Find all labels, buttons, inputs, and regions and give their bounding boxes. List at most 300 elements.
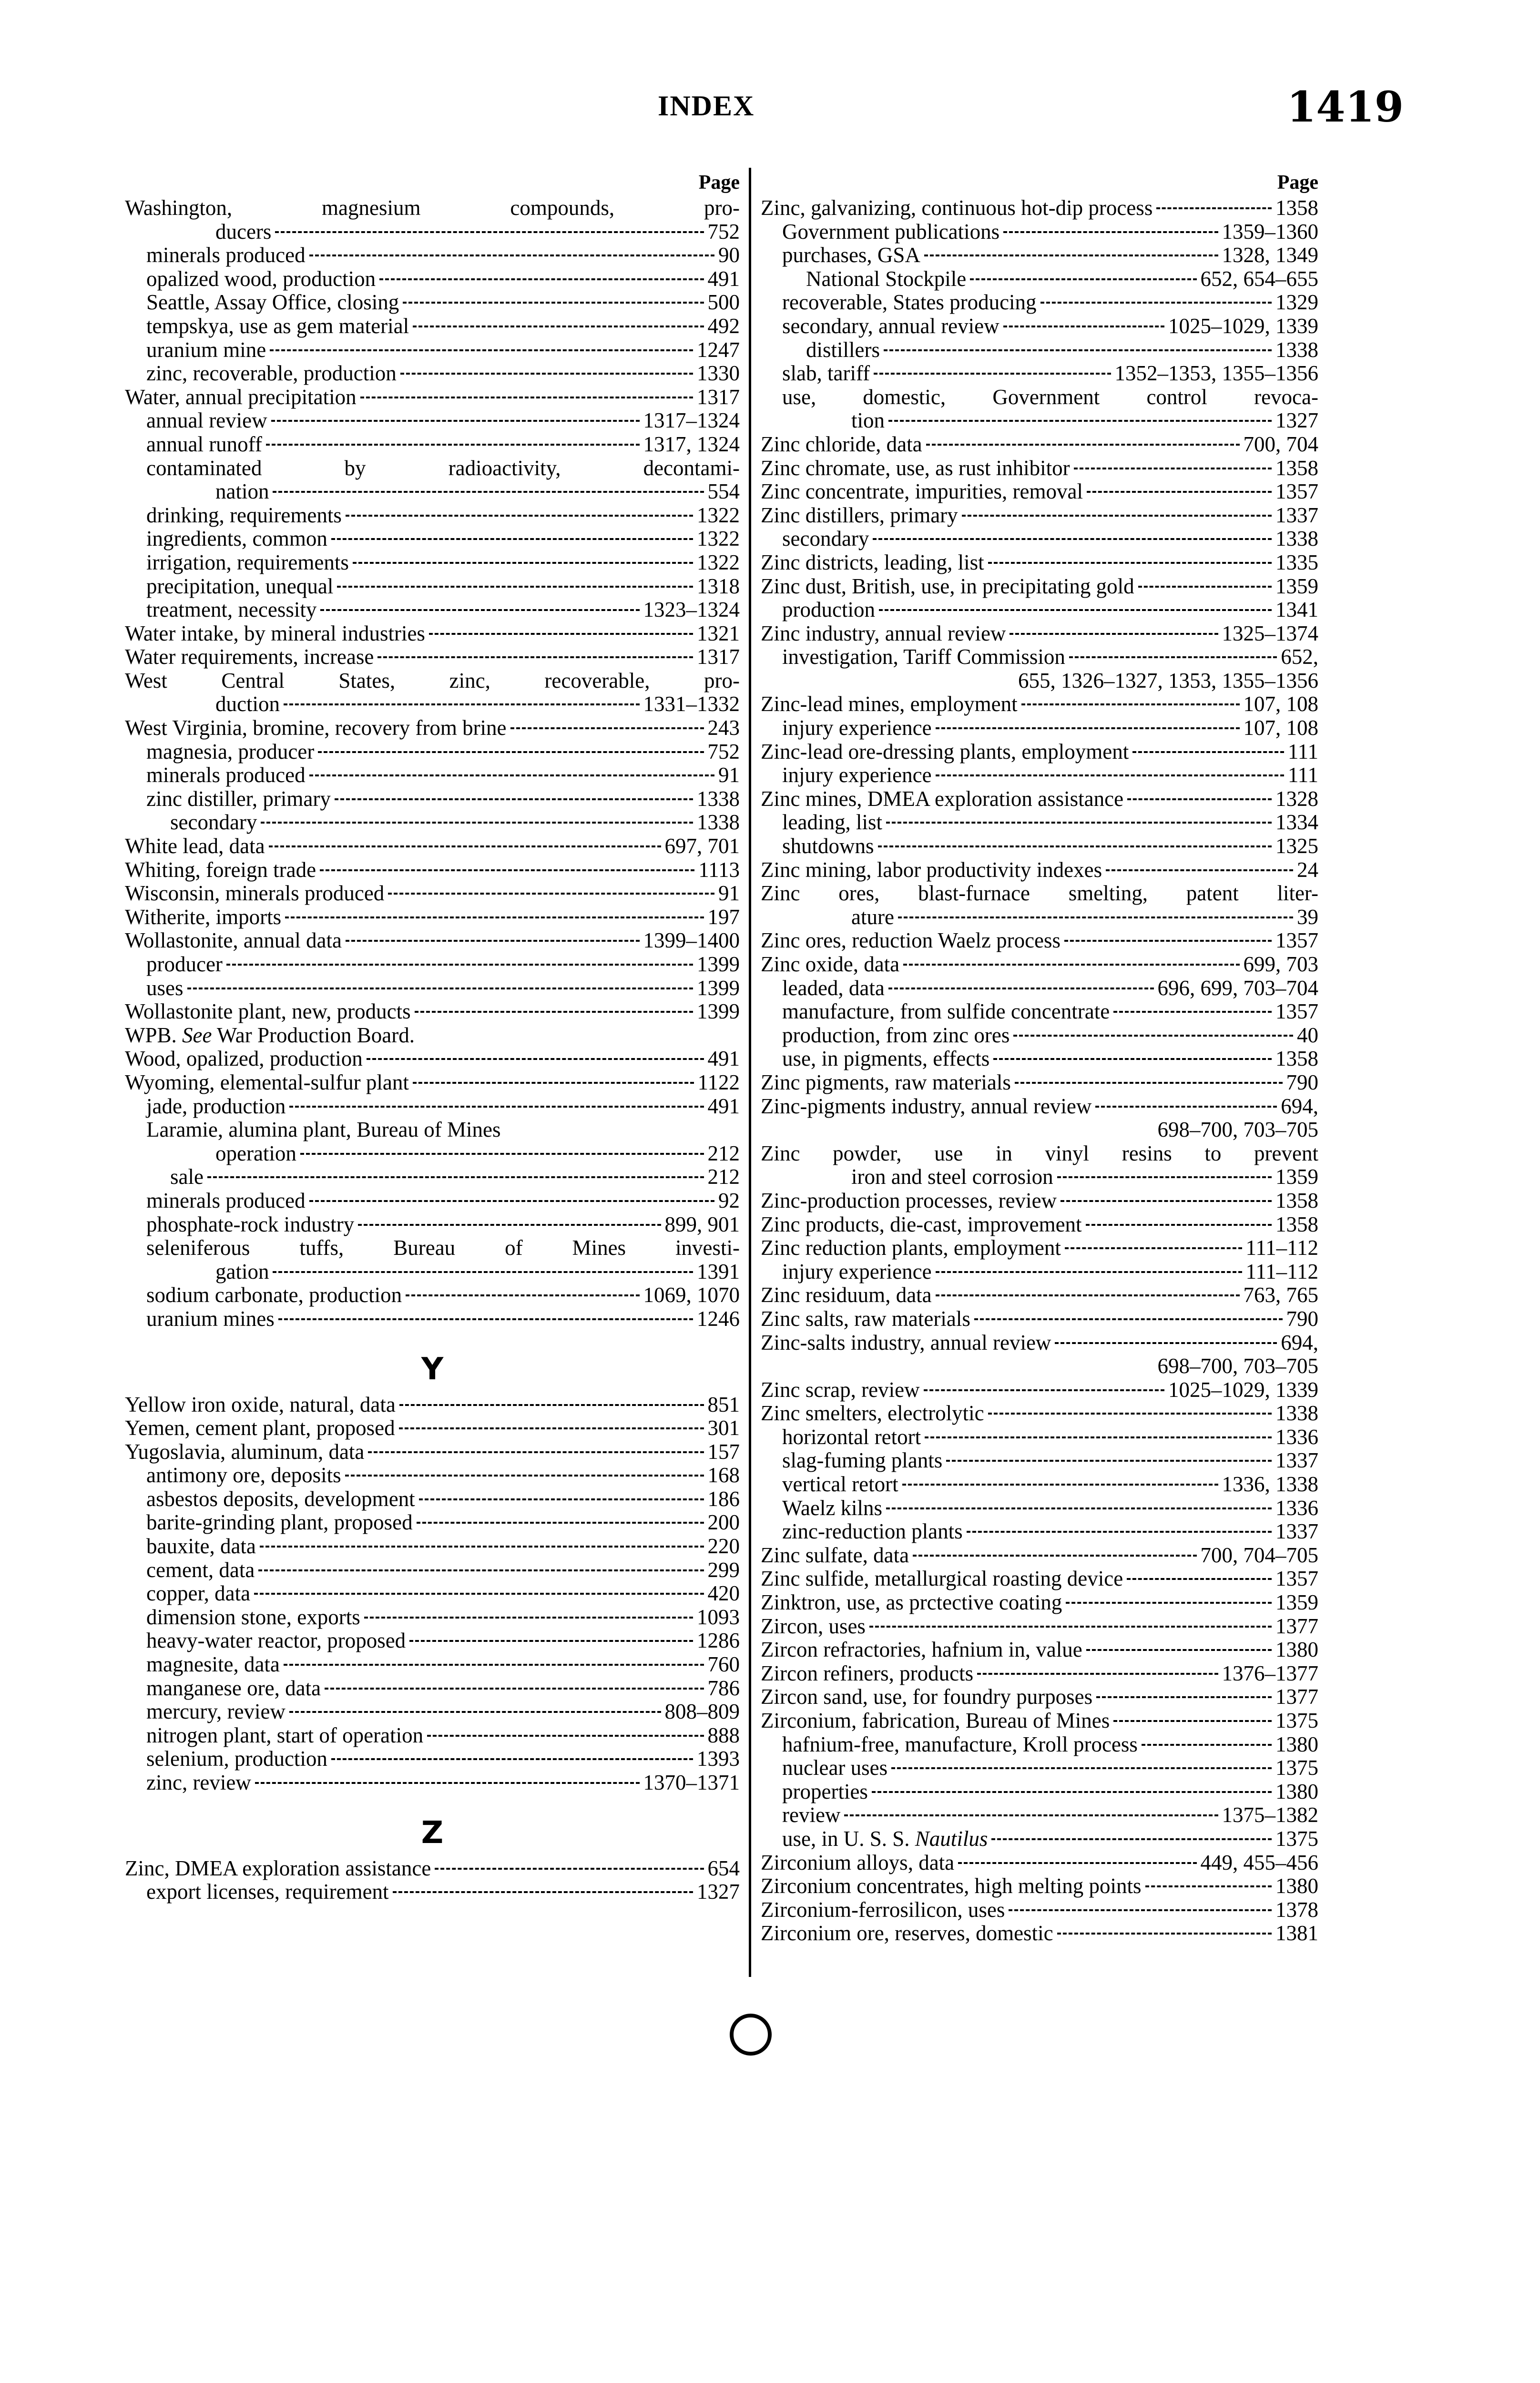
index-entry [125, 906, 740, 929]
entry-text: injury experience [782, 1260, 932, 1283]
index-entry [125, 1700, 740, 1724]
dot-leader [1069, 656, 1277, 658]
entry-text: Yemen, cement plant, proposed [125, 1416, 395, 1440]
entry-text: nitrogen plant, start of operation [146, 1723, 424, 1747]
index-entry [761, 622, 1318, 646]
index-entry [125, 1307, 740, 1331]
dot-leader [988, 1413, 1272, 1415]
dot-leader [1113, 1720, 1272, 1722]
dot-leader [936, 727, 1240, 729]
section-letter: Z [421, 1815, 444, 1851]
dot-leader [1057, 1933, 1272, 1935]
dot-leader [1156, 207, 1272, 209]
index-entry [125, 1283, 740, 1307]
index-entry [761, 220, 1318, 244]
entry-text: asbestos deposits, development [146, 1487, 415, 1511]
dot-leader [325, 1688, 704, 1690]
entry-page-ref: 790 [1286, 1307, 1318, 1331]
entry-page-ref: 492 [707, 314, 740, 338]
index-entry [761, 575, 1318, 599]
entry-text: sale [170, 1165, 204, 1189]
entry-page-ref: 808–809 [664, 1700, 740, 1724]
entry-text: contaminated by radioactivity, decontami- [146, 456, 740, 480]
dot-leader [278, 1318, 693, 1320]
dot-leader [1061, 1200, 1272, 1202]
entry-text: Zinc sulfide, metallurgical roasting device [761, 1567, 1123, 1591]
entry-text: Whiting, foreign trade [125, 858, 316, 882]
entry-page-ref: 698–700, 703–705 [1157, 1118, 1318, 1142]
entry-page-ref: 186 [707, 1487, 740, 1511]
dot-leader [936, 1294, 1240, 1296]
entry-page-ref: 24 [1297, 858, 1318, 882]
dot-leader [266, 444, 640, 446]
index-entries-left [125, 196, 740, 1904]
index-entry [761, 906, 1318, 929]
dot-leader [413, 1082, 694, 1084]
entry-text: uranium mines [146, 1307, 275, 1331]
index-entry [125, 575, 740, 599]
entry-text: Zinc-lead ore-dressing plants, employment [761, 740, 1129, 764]
entry-text: tion [851, 409, 885, 433]
index-entry [125, 504, 740, 528]
entry-text: Zinc sulfate, data [761, 1543, 909, 1567]
index-entry [125, 338, 740, 362]
page-column-label: Page [698, 172, 740, 193]
entry-text: West Virginia, bromine, recovery from brine [125, 716, 507, 740]
entry-text: Zircon sand, use, for foundry purposes [761, 1685, 1093, 1709]
entry-page-ref: 1399 [697, 976, 740, 1000]
index-entry [125, 1653, 740, 1677]
index-entry [125, 433, 740, 457]
dot-leader [1003, 231, 1218, 233]
index-entry [125, 1677, 740, 1701]
entry-page-ref: 92 [718, 1189, 740, 1212]
index-entry [125, 409, 740, 433]
entry-text: Government publications [782, 220, 1000, 244]
dot-leader [393, 1891, 693, 1893]
index-entry [761, 504, 1318, 528]
index-entry [761, 716, 1318, 740]
entry-text: Zinc pigments, raw materials [761, 1070, 1011, 1094]
entry-text: production, from zinc ores [782, 1023, 1010, 1047]
dot-leader [1086, 1224, 1272, 1226]
entry-text: injury experience [782, 716, 932, 740]
entry-text: Wyoming, elemental-sulfur plant [125, 1070, 409, 1094]
entry-page-ref: 786 [707, 1676, 740, 1700]
entry-page-ref: 699, 703 [1243, 953, 1318, 976]
entry-page-ref: 1338 [1275, 1402, 1318, 1426]
entry-text: purchases, GSA [782, 244, 920, 267]
index-entry [125, 977, 740, 1000]
index-entry [125, 1606, 740, 1629]
entry-text: Wisconsin, minerals produced [125, 882, 385, 906]
entry-page-ref: 700, 704 [1243, 432, 1318, 456]
entry-page-ref: 1336 [1275, 1425, 1318, 1449]
entry-page-ref: 212 [707, 1165, 740, 1189]
dot-leader [1066, 1602, 1272, 1604]
dot-leader [207, 1176, 704, 1178]
entry-page-ref: 1323–1324 [643, 598, 740, 622]
entry-text: iron and steel corrosion [851, 1165, 1053, 1189]
index-entry [761, 598, 1318, 622]
entry-page-ref: 1322 [697, 503, 740, 527]
dot-leader [1132, 751, 1284, 753]
index-entry [125, 740, 740, 764]
entry-text: Zinc mining, labor productivity indexes [761, 858, 1102, 882]
entry-text: manganese ore, data [146, 1676, 321, 1700]
entry-page-ref: 1370–1371 [643, 1771, 740, 1794]
index-entry [761, 1638, 1318, 1662]
index-entry [761, 457, 1318, 480]
entry-text: investigation, Tariff Commission [782, 645, 1065, 669]
entry-page-ref: 1380 [1275, 1874, 1318, 1898]
entry-text: Zinc industry, annual review [761, 621, 1006, 645]
entry-text: Zircon, uses [761, 1614, 866, 1638]
entry-text: antimony ore, deposits [146, 1464, 341, 1487]
entry-page-ref: 694, [1281, 1094, 1318, 1118]
entry-text: Zirconium ore, reserves, domestic [761, 1922, 1053, 1945]
entry-page-ref: 1317, 1324 [643, 432, 740, 456]
dot-leader [409, 1640, 693, 1642]
entry-page-ref: 111 [1287, 764, 1318, 787]
entry-page-ref: 1338 [1275, 338, 1318, 362]
entry-page-ref: 449, 455–456 [1200, 1851, 1318, 1874]
entry-text: Wood, opalized, production [125, 1047, 363, 1071]
index-entry [125, 1142, 740, 1166]
dot-leader [435, 1868, 704, 1870]
dot-leader [417, 1522, 704, 1524]
dot-leader [260, 1546, 704, 1548]
entry-page-ref: 700, 704–705 [1200, 1543, 1318, 1567]
dot-leader [844, 1814, 1218, 1816]
index-entry [761, 1024, 1318, 1048]
entry-text: White lead, data [125, 835, 265, 858]
entry-page-ref: 1247 [697, 338, 740, 362]
dot-leader [284, 1664, 704, 1666]
entry-text: Zinc scrap, review [761, 1378, 920, 1402]
index-entry [125, 1165, 740, 1189]
dot-leader [261, 822, 693, 824]
index-entry [761, 338, 1318, 362]
entry-text: minerals produced [146, 244, 306, 267]
entry-page-ref: 1375 [1275, 1709, 1318, 1732]
entry-page-ref: 1337 [1275, 1449, 1318, 1473]
dot-leader [1055, 1342, 1277, 1344]
index-entry [761, 1095, 1318, 1119]
entry-page-ref: 1359 [1275, 1165, 1318, 1189]
entry-text: dimension stone, exports [146, 1605, 360, 1629]
entry-page-ref: 752 [707, 220, 740, 244]
dot-leader [364, 1617, 693, 1619]
entry-page-ref: 1358 [1275, 1189, 1318, 1212]
index-entry [125, 835, 740, 858]
page-number: 1419 [1287, 82, 1404, 132]
dot-leader [270, 349, 693, 351]
index-entry [761, 1426, 1318, 1449]
index-entry [761, 1709, 1318, 1733]
dot-leader [413, 326, 704, 327]
entry-page-ref: 1327 [1275, 409, 1318, 433]
entry-text: sodium carbonate, production [146, 1283, 402, 1307]
entry-page-ref: 197 [707, 905, 740, 929]
entry-text: producer [146, 953, 223, 976]
entry-page-ref: 1357 [1275, 1000, 1318, 1024]
entry-page-ref: 763, 765 [1243, 1283, 1318, 1307]
entry-page-ref: 1093 [697, 1605, 740, 1629]
entry-page-ref: 1318 [697, 574, 740, 598]
index-entry [761, 1213, 1318, 1237]
entry-page-ref: 1357 [1275, 480, 1318, 504]
index-entry [761, 1780, 1318, 1804]
entry-text: Yellow iron oxide, natural, data [125, 1393, 396, 1416]
dot-leader [902, 1484, 1218, 1486]
index-entry [761, 929, 1318, 953]
entry-text: secondary [782, 527, 869, 551]
index-entry [125, 196, 740, 220]
entry-text: heavy-water reactor, proposed [146, 1629, 406, 1653]
index-entry [125, 1487, 740, 1511]
index-entry [125, 622, 740, 646]
entry-text: Zinc ores, reduction Waelz process [761, 929, 1061, 953]
dot-leader [318, 751, 704, 753]
entry-text: use, in pigments, effects [782, 1047, 990, 1071]
index-entry [761, 196, 1318, 220]
column-divider [749, 168, 751, 1977]
dot-leader [1127, 798, 1272, 800]
entry-page-ref: 1358 [1275, 1047, 1318, 1071]
entry-text: mercury, review [146, 1700, 286, 1724]
dot-leader [924, 255, 1218, 256]
dot-leader [360, 397, 693, 398]
entry-text: irrigation, requirements [146, 550, 349, 574]
entry-text: Wollastonite plant, new, products [125, 1000, 411, 1024]
entry-page-ref: 790 [1286, 1070, 1318, 1094]
entry-page-ref: 243 [707, 716, 740, 740]
entry-page-ref: 1357 [1275, 929, 1318, 953]
dot-leader [289, 1106, 704, 1108]
index-entry [761, 1047, 1318, 1071]
entry-page-ref: 1380 [1275, 1638, 1318, 1662]
entry-text: tempskya, use as gem material [146, 314, 409, 338]
dot-leader [320, 609, 639, 611]
dot-leader [406, 1294, 639, 1296]
dot-leader [1065, 1247, 1242, 1249]
entry-text-part: use, in U. S. S. [782, 1827, 915, 1851]
entry-page-ref: 1391 [697, 1260, 740, 1283]
dot-leader [358, 1224, 661, 1226]
entry-page-ref: 851 [707, 1393, 740, 1416]
entry-text: hafnium-free, manufacture, Kroll process [782, 1732, 1138, 1756]
entry-text: zinc distiller, primary [146, 787, 331, 811]
entry-text: distillers [806, 338, 880, 362]
dot-leader [1010, 633, 1218, 635]
index-entry [761, 1803, 1318, 1827]
entry-text: vertical retort [782, 1473, 898, 1497]
entry-text: Waelz kilns [782, 1496, 883, 1520]
entry-text: Zinc products, die-cast, improvement [761, 1212, 1082, 1236]
index-entry [125, 858, 740, 882]
entry-text: Zirconium-ferrosilicon, uses [761, 1898, 1005, 1922]
dot-leader [388, 893, 714, 895]
dot-leader [946, 1460, 1272, 1462]
index-entry [125, 787, 740, 811]
index-entry [761, 1165, 1318, 1189]
entry-text: Zinc, DMEA exploration assistance [125, 1856, 431, 1880]
entry-text: Zinc dust, British, use, in precipitating gold [761, 574, 1134, 598]
entry-text: recoverable, States producing [782, 291, 1037, 315]
index-entry [125, 811, 740, 835]
entry-page-ref: 500 [707, 291, 740, 315]
entry-text: Zinc chromate, use, as rust inhibitor [761, 456, 1070, 480]
entry-page-ref: 491 [707, 1047, 740, 1071]
entry-page-ref: 1317–1324 [643, 409, 740, 433]
index-entry [125, 1118, 740, 1142]
dot-leader [510, 727, 704, 729]
entry-text: zinc, review [146, 1771, 251, 1794]
entry-text: nuclear uses [782, 1756, 888, 1780]
dot-leader [891, 1767, 1272, 1769]
entry-page-ref: 1381 [1275, 1922, 1318, 1945]
dot-leader [873, 538, 1272, 540]
entry-text: manufacture, from sulfide concentrate [782, 1000, 1110, 1024]
entry-text: Witherite, imports [125, 905, 282, 929]
entry-page-ref: 1380 [1275, 1780, 1318, 1803]
index-entry [125, 1857, 740, 1881]
entry-text [125, 1024, 740, 1048]
entry-text: secondary [170, 811, 257, 835]
entry-text: Zinc, galvanizing, continuous hot-dip process [761, 196, 1153, 220]
dot-leader [888, 420, 1272, 422]
index-entry [125, 1440, 740, 1464]
index-entry [761, 1260, 1318, 1284]
dot-leader [400, 373, 693, 375]
entry-page-ref: 1336 [1275, 1496, 1318, 1520]
entry-page-ref: 1375 [1275, 1827, 1318, 1851]
entry-page-ref: 91 [718, 882, 740, 906]
index-entry [761, 267, 1318, 291]
entry-page-ref: 1380 [1275, 1732, 1318, 1756]
entry-text: Zinc oxide, data [761, 953, 900, 976]
index-entry [125, 1260, 740, 1284]
entry-text: ingredients, common [146, 527, 327, 551]
dot-leader [273, 1271, 693, 1273]
index-entry [125, 882, 740, 906]
dot-leader [309, 255, 714, 256]
dot-leader [427, 1735, 704, 1737]
dot-leader [335, 798, 693, 800]
index-entry [761, 551, 1318, 575]
dot-leader [1003, 326, 1164, 327]
entry-page-ref: 652, 654–655 [1200, 267, 1318, 291]
index-entry [761, 1685, 1318, 1709]
index-entry [761, 811, 1318, 835]
dot-leader [926, 444, 1240, 446]
dot-leader [886, 822, 1272, 824]
entry-text: Water intake, by mineral industries [125, 621, 425, 645]
index-entry [761, 433, 1318, 457]
index-entry [761, 386, 1318, 409]
dot-leader [346, 940, 640, 942]
entry-text: Zircon refractories, hafnium in, value [761, 1638, 1082, 1662]
entry-page-ref: 1317 [697, 385, 740, 409]
entry-page-ref: 90 [718, 244, 740, 267]
entry-page-ref: 1069, 1070 [643, 1283, 740, 1307]
entry-text: barite-grinding plant, proposed [146, 1511, 413, 1535]
index-entry [761, 362, 1318, 386]
index-entry [761, 1118, 1318, 1142]
index-entry [125, 1000, 740, 1024]
dot-leader [913, 1555, 1196, 1557]
index-entry [761, 1142, 1318, 1166]
entry-page-ref: 1317 [697, 645, 740, 669]
index-entry [761, 645, 1318, 669]
entry-page-ref: 1325–1374 [1222, 621, 1318, 645]
index-entry [761, 409, 1318, 433]
index-entry [761, 480, 1318, 504]
entry-text: Washington, magnesium compounds, pro- [125, 196, 740, 220]
dot-leader [1064, 940, 1272, 942]
index-entry [761, 692, 1318, 716]
index-entry [761, 1874, 1318, 1898]
entry-page-ref: 1025–1029, 1339 [1168, 314, 1318, 338]
index-entry [125, 1558, 740, 1582]
index-entry [761, 669, 1318, 693]
entry-text: zinc, recoverable, production [146, 362, 397, 386]
index-entry [761, 1189, 1318, 1213]
entry-text: Zirconium alloys, data [761, 1851, 955, 1874]
index-entry [761, 1236, 1318, 1260]
index-entry [761, 1567, 1318, 1591]
dot-leader [331, 538, 693, 540]
entry-page-ref: 1327 [697, 1880, 740, 1904]
index-entry [125, 929, 740, 953]
dot-leader [285, 917, 704, 918]
index-entry [125, 386, 740, 409]
entry-text: annual review [146, 409, 267, 433]
entry-page-ref: 1334 [1275, 811, 1318, 835]
entry-text: Zinc districts, leading, list [761, 550, 984, 574]
entry-page-ref: 1375–1382 [1222, 1803, 1318, 1827]
entry-text: Zinc-production processes, review [761, 1189, 1057, 1212]
entry-page-ref: 420 [707, 1582, 740, 1606]
entry-page-ref: 107, 108 [1243, 716, 1318, 740]
page-column-label: Page [1277, 172, 1318, 193]
dot-leader [399, 1404, 704, 1406]
entry-text: leaded, data [782, 976, 885, 1000]
entry-text: horizontal retort [782, 1425, 921, 1449]
entry-page-ref: 1113 [698, 858, 740, 882]
entry-italic-text: See [182, 1023, 212, 1047]
dot-leader [331, 1758, 693, 1760]
entry-page-ref: 1378 [1275, 1898, 1318, 1922]
entry-text: precipitation, unequal [146, 574, 334, 598]
dot-leader [1009, 1909, 1272, 1911]
entry-page-ref: 1025–1029, 1339 [1168, 1378, 1318, 1402]
entry-text-part: WPB. [125, 1023, 183, 1047]
index-entry [761, 1473, 1318, 1497]
entry-page-ref: 888 [707, 1723, 740, 1747]
entry-text: shutdowns [782, 835, 874, 858]
dot-leader [377, 656, 693, 658]
dot-leader [1127, 1578, 1272, 1580]
dot-leader [903, 964, 1239, 966]
section-letter: Y [421, 1351, 444, 1387]
index-entry [125, 1393, 740, 1417]
entry-page-ref: 40 [1297, 1023, 1318, 1047]
entry-text: minerals produced [146, 1189, 306, 1212]
entry-page-ref: 1352–1353, 1355–1356 [1114, 362, 1318, 386]
entry-text: production [782, 598, 875, 622]
